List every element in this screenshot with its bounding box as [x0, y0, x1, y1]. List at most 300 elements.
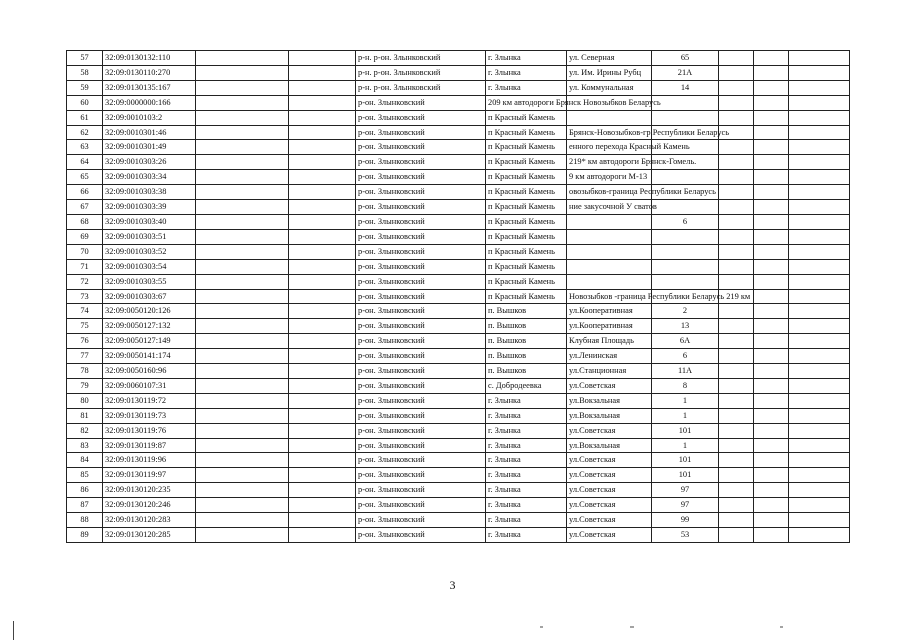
house-number-cell: 101: [652, 468, 719, 483]
empty-cell: [719, 453, 754, 468]
street-cell: ул. Коммунальная: [567, 80, 652, 95]
row-number: 80: [67, 393, 103, 408]
empty-cell: [289, 423, 356, 438]
empty-cell: [196, 319, 289, 334]
empty-cell: [289, 244, 356, 259]
street-cell: ул.Кооперативная: [567, 319, 652, 334]
page-number: 3: [449, 578, 456, 592]
empty-cell: [289, 319, 356, 334]
house-number-cell: [652, 274, 719, 289]
empty-cell: [789, 319, 850, 334]
empty-cell: [719, 244, 754, 259]
empty-cell: [289, 498, 356, 513]
empty-cell: [789, 498, 850, 513]
district-cell: р-он. Злынковский: [356, 155, 486, 170]
empty-cell: [789, 214, 850, 229]
empty-cell: [789, 155, 850, 170]
cadastral-number: 32:09:0010303:38: [103, 185, 196, 200]
house-number-cell: [652, 200, 719, 215]
district-cell: р-он. Злынковский: [356, 259, 486, 274]
street-cell: Клубная Площадь: [567, 334, 652, 349]
street-cell: ул.Станционная: [567, 364, 652, 379]
empty-cell: [289, 378, 356, 393]
cadastral-number: 32:09:0010303:34: [103, 170, 196, 185]
row-number: 86: [67, 483, 103, 498]
district-cell: р-он. Злынковский: [356, 229, 486, 244]
empty-cell: [196, 274, 289, 289]
table-row: [67, 453, 850, 468]
row-number: 81: [67, 408, 103, 423]
empty-cell: [289, 453, 356, 468]
house-number-cell: [652, 244, 719, 259]
empty-cell: [719, 408, 754, 423]
locality-cell: п Красный Камень: [486, 140, 567, 155]
cadastral-number: 32:09:0010303:52: [103, 244, 196, 259]
empty-cell: [719, 319, 754, 334]
house-number-cell: 1: [652, 438, 719, 453]
empty-cell: [789, 304, 850, 319]
scan-artifact-dot: [780, 626, 783, 628]
locality-cell: п. Вышков: [486, 334, 567, 349]
table-row: [67, 155, 850, 170]
street-cell: овозыбков-граница Республики Беларусь: [567, 185, 652, 200]
empty-cell: [719, 110, 754, 125]
empty-cell: [719, 528, 754, 543]
table-row: [67, 408, 850, 423]
scan-artifact-mark: [13, 621, 14, 640]
locality-cell: г. Злынка: [486, 393, 567, 408]
empty-cell: [789, 80, 850, 95]
empty-cell: [754, 244, 789, 259]
district-cell: р-он. Злынковский: [356, 214, 486, 229]
row-number: 60: [67, 95, 103, 110]
empty-cell: [754, 274, 789, 289]
empty-cell: [289, 513, 356, 528]
empty-cell: [789, 110, 850, 125]
street-cell: ул.Советская: [567, 513, 652, 528]
row-number: 66: [67, 185, 103, 200]
empty-cell: [289, 185, 356, 200]
empty-cell: [719, 65, 754, 80]
house-number-cell: 99: [652, 513, 719, 528]
house-number-cell: 1: [652, 408, 719, 423]
street-cell: ул.Советская: [567, 498, 652, 513]
street-cell: ул.Советская: [567, 378, 652, 393]
empty-cell: [754, 110, 789, 125]
empty-cell: [289, 349, 356, 364]
locality-cell: г. Злынка: [486, 408, 567, 423]
empty-cell: [754, 289, 789, 304]
district-cell: р-он. Злынковский: [356, 289, 486, 304]
empty-cell: [754, 65, 789, 80]
table-row: [67, 438, 850, 453]
locality-cell: п. Вышков: [486, 319, 567, 334]
cadastral-number: 32:09:0050141:174: [103, 349, 196, 364]
row-number: 78: [67, 364, 103, 379]
scan-artifact-dot: [630, 626, 634, 628]
row-number: 73: [67, 289, 103, 304]
empty-cell: [719, 80, 754, 95]
empty-cell: [196, 453, 289, 468]
locality-cell: п Красный Камень: [486, 200, 567, 215]
table-row: [67, 185, 850, 200]
row-number: 83: [67, 438, 103, 453]
district-cell: р-он. Злынковский: [356, 334, 486, 349]
house-number-cell: 13: [652, 319, 719, 334]
empty-cell: [719, 438, 754, 453]
house-number-cell: [652, 110, 719, 125]
empty-cell: [719, 513, 754, 528]
locality-cell: п Красный Камень: [486, 259, 567, 274]
house-number-cell: [652, 95, 719, 110]
empty-cell: [196, 393, 289, 408]
cadastral-number: 32:09:0010301:46: [103, 125, 196, 140]
table-row: [67, 304, 850, 319]
cadastral-number: 32:09:0050120:126: [103, 304, 196, 319]
table-row: [67, 274, 850, 289]
district-cell: р-он. Злынковский: [356, 95, 486, 110]
cadastral-number: 32:09:0050127:132: [103, 319, 196, 334]
cadastral-number: 32:09:0010303:55: [103, 274, 196, 289]
empty-cell: [196, 185, 289, 200]
empty-cell: [754, 423, 789, 438]
scan-artifact-dot: [540, 626, 543, 628]
cadastral-number: 32:09:0010303:40: [103, 214, 196, 229]
street-cell: ул.Советская: [567, 423, 652, 438]
empty-cell: [196, 125, 289, 140]
locality-cell: п Красный Камень: [486, 244, 567, 259]
empty-cell: [719, 214, 754, 229]
house-number-cell: [652, 259, 719, 274]
table-row: [67, 289, 850, 304]
district-cell: р-он. Злынковский: [356, 528, 486, 543]
empty-cell: [754, 125, 789, 140]
house-number-cell: 6: [652, 214, 719, 229]
district-cell: р-он. Злынковский: [356, 349, 486, 364]
locality-cell: г. Злынка: [486, 498, 567, 513]
district-cell: р-он. Злынковский: [356, 364, 486, 379]
empty-cell: [196, 259, 289, 274]
empty-cell: [196, 349, 289, 364]
empty-cell: [789, 513, 850, 528]
empty-cell: [754, 170, 789, 185]
locality-cell: п Красный Камень: [486, 274, 567, 289]
empty-cell: [289, 200, 356, 215]
row-number: 67: [67, 200, 103, 215]
empty-cell: [196, 51, 289, 66]
cadastral-number: 32:09:0130110:270: [103, 65, 196, 80]
empty-cell: [719, 498, 754, 513]
empty-cell: [754, 319, 789, 334]
empty-cell: [789, 200, 850, 215]
row-number: 61: [67, 110, 103, 125]
street-cell: енного перехода Красный Камень: [567, 140, 652, 155]
empty-cell: [719, 468, 754, 483]
district-cell: р-н. р-он. Злынковский: [356, 51, 486, 66]
row-number: 75: [67, 319, 103, 334]
table-row: [67, 468, 850, 483]
empty-cell: [196, 200, 289, 215]
row-number: 59: [67, 80, 103, 95]
house-number-cell: [652, 229, 719, 244]
district-cell: р-он. Злынковский: [356, 170, 486, 185]
cadastral-number: 32:09:0010103:2: [103, 110, 196, 125]
street-cell: ул.Советская: [567, 528, 652, 543]
empty-cell: [196, 468, 289, 483]
row-number: 89: [67, 528, 103, 543]
district-cell: р-он. Злынковский: [356, 453, 486, 468]
house-number-cell: 14: [652, 80, 719, 95]
house-number-cell: 97: [652, 498, 719, 513]
locality-cell: п. Вышков: [486, 349, 567, 364]
locality-cell: п Красный Камень: [486, 229, 567, 244]
table-row: [67, 110, 850, 125]
cadastral-number: 32:09:0130119:97: [103, 468, 196, 483]
district-cell: р-он. Злынковский: [356, 468, 486, 483]
empty-cell: [754, 140, 789, 155]
empty-cell: [789, 244, 850, 259]
row-number: 79: [67, 378, 103, 393]
district-cell: р-он. Злынковский: [356, 483, 486, 498]
district-cell: р-он. Злынковский: [356, 393, 486, 408]
district-cell: р-он. Злынковский: [356, 438, 486, 453]
locality-cell: п. Вышков: [486, 364, 567, 379]
house-number-cell: 8: [652, 378, 719, 393]
empty-cell: [754, 528, 789, 543]
street-cell: ние закусочной У сватов: [567, 200, 652, 215]
house-number-cell: 53: [652, 528, 719, 543]
empty-cell: [789, 453, 850, 468]
street-cell: ул.Советская: [567, 468, 652, 483]
cadastral-number: 32:09:0130135:167: [103, 80, 196, 95]
street-cell: [567, 214, 652, 229]
locality-cell: п Красный Камень: [486, 185, 567, 200]
cadastral-number: 32:09:0130119:73: [103, 408, 196, 423]
table-row: [67, 528, 850, 543]
street-cell: [567, 110, 652, 125]
district-cell: р-он. Злынковский: [356, 319, 486, 334]
empty-cell: [289, 229, 356, 244]
district-cell: р-он. Злынковский: [356, 200, 486, 215]
district-cell: р-он. Злынковский: [356, 110, 486, 125]
district-cell: р-он. Злынковский: [356, 140, 486, 155]
street-cell: ул.Кооперативная: [567, 304, 652, 319]
empty-cell: [789, 378, 850, 393]
empty-cell: [289, 483, 356, 498]
empty-cell: [754, 200, 789, 215]
empty-cell: [789, 408, 850, 423]
empty-cell: [719, 140, 754, 155]
empty-cell: [196, 65, 289, 80]
street-cell: 219* км автодороги Брянск-Гомель.: [567, 155, 652, 170]
empty-cell: [196, 423, 289, 438]
street-cell: ул.Советская: [567, 453, 652, 468]
table-row: [67, 229, 850, 244]
empty-cell: [789, 468, 850, 483]
district-cell: р-он. Злынковский: [356, 378, 486, 393]
cadastral-number: 32:09:0130120:285: [103, 528, 196, 543]
house-number-cell: [652, 170, 719, 185]
district-cell: р-н. р-он. Злынковский: [356, 65, 486, 80]
empty-cell: [196, 95, 289, 110]
district-cell: р-он. Злынковский: [356, 513, 486, 528]
empty-cell: [754, 51, 789, 66]
cadastral-number: 32:09:0130119:72: [103, 393, 196, 408]
table-row: [67, 378, 850, 393]
cadastral-number: 32:09:0130119:87: [103, 438, 196, 453]
row-number: 64: [67, 155, 103, 170]
empty-cell: [719, 423, 754, 438]
cadastral-number: 32:09:0010303:39: [103, 200, 196, 215]
row-number: 65: [67, 170, 103, 185]
cadastral-number: 32:09:0050127:149: [103, 334, 196, 349]
district-cell: р-он. Злынковский: [356, 498, 486, 513]
house-number-cell: 21А: [652, 65, 719, 80]
locality-cell: п Красный Камень: [486, 214, 567, 229]
table-row: [67, 170, 850, 185]
row-number: 70: [67, 244, 103, 259]
cadastral-number: 32:09:0130120:283: [103, 513, 196, 528]
empty-cell: [789, 125, 850, 140]
empty-cell: [289, 274, 356, 289]
empty-cell: [289, 408, 356, 423]
empty-cell: [719, 349, 754, 364]
row-number: 72: [67, 274, 103, 289]
table-row: [67, 349, 850, 364]
house-number-cell: 65: [652, 51, 719, 66]
empty-cell: [289, 289, 356, 304]
empty-cell: [789, 289, 850, 304]
street-cell: [567, 259, 652, 274]
empty-cell: [719, 200, 754, 215]
empty-cell: [754, 438, 789, 453]
cadastral-number: 32:09:0130120:246: [103, 498, 196, 513]
row-number: 74: [67, 304, 103, 319]
empty-cell: [289, 51, 356, 66]
empty-cell: [289, 214, 356, 229]
empty-cell: [789, 483, 850, 498]
empty-cell: [196, 364, 289, 379]
empty-cell: [789, 528, 850, 543]
empty-cell: [789, 393, 850, 408]
row-number: 84: [67, 453, 103, 468]
table-row: [67, 483, 850, 498]
empty-cell: [754, 483, 789, 498]
empty-cell: [196, 483, 289, 498]
empty-cell: [196, 498, 289, 513]
cadastral-number: 32:09:0010303:67: [103, 289, 196, 304]
table-row: [67, 423, 850, 438]
empty-cell: [719, 378, 754, 393]
district-cell: р-он. Злынковский: [356, 185, 486, 200]
empty-cell: [754, 334, 789, 349]
empty-cell: [289, 364, 356, 379]
empty-cell: [754, 378, 789, 393]
empty-cell: [289, 95, 356, 110]
district-cell: р-он. Злынковский: [356, 408, 486, 423]
street-cell: Брянск-Новозыбков-гр.Республики Беларусь: [567, 125, 652, 140]
empty-cell: [789, 170, 850, 185]
empty-cell: [719, 304, 754, 319]
table-row: [67, 65, 850, 80]
table-row: [67, 95, 850, 110]
locality-cell: п Красный Камень: [486, 125, 567, 140]
empty-cell: [289, 170, 356, 185]
empty-cell: [196, 80, 289, 95]
empty-cell: [789, 274, 850, 289]
table-row: [67, 393, 850, 408]
district-cell: р-он. Злынковский: [356, 423, 486, 438]
empty-cell: [719, 274, 754, 289]
empty-cell: [789, 65, 850, 80]
street-cell: ул.Вокзальная: [567, 393, 652, 408]
locality-cell: п Красный Камень: [486, 155, 567, 170]
locality-cell: п Красный Камень: [486, 170, 567, 185]
empty-cell: [754, 349, 789, 364]
empty-cell: [754, 229, 789, 244]
empty-cell: [789, 229, 850, 244]
empty-cell: [289, 140, 356, 155]
street-cell: [567, 229, 652, 244]
locality-cell: г. Злынка: [486, 453, 567, 468]
empty-cell: [754, 364, 789, 379]
district-cell: р-он. Злынковский: [356, 125, 486, 140]
empty-cell: [289, 304, 356, 319]
street-cell: Новозыбков -граница Республики Беларусь 219 км: [567, 289, 652, 304]
empty-cell: [754, 155, 789, 170]
empty-cell: [289, 468, 356, 483]
row-number: 69: [67, 229, 103, 244]
locality-cell: с. Добродеевка: [486, 378, 567, 393]
empty-cell: [789, 95, 850, 110]
row-number: 76: [67, 334, 103, 349]
cadastral-number: 32:09:0130120:235: [103, 483, 196, 498]
house-number-cell: 6А: [652, 334, 719, 349]
house-number-cell: 101: [652, 453, 719, 468]
empty-cell: [754, 185, 789, 200]
empty-cell: [754, 80, 789, 95]
house-number-cell: 97: [652, 483, 719, 498]
row-number: 58: [67, 65, 103, 80]
empty-cell: [754, 393, 789, 408]
empty-cell: [789, 364, 850, 379]
locality-cell: г. Злынка: [486, 80, 567, 95]
empty-cell: [196, 110, 289, 125]
empty-cell: [789, 259, 850, 274]
empty-cell: [789, 185, 850, 200]
table-row: [67, 513, 850, 528]
locality-cell: п Красный Камень: [486, 110, 567, 125]
table-row: [67, 51, 850, 66]
cadastral-number: 32:09:0010303:54: [103, 259, 196, 274]
locality-cell: г. Злынка: [486, 51, 567, 66]
empty-cell: [719, 393, 754, 408]
empty-cell: [289, 334, 356, 349]
cadastral-number: 32:09:0050160:96: [103, 364, 196, 379]
table-row: [67, 200, 850, 215]
cadastral-number: 32:09:0000000:166: [103, 95, 196, 110]
table-row: [67, 214, 850, 229]
locality-cell: 209 км автодороги Брянск Новозыбков Беларусь: [486, 95, 567, 110]
row-number: 82: [67, 423, 103, 438]
empty-cell: [754, 408, 789, 423]
empty-cell: [196, 438, 289, 453]
empty-cell: [196, 170, 289, 185]
empty-cell: [289, 259, 356, 274]
empty-cell: [196, 289, 289, 304]
table-body: [67, 51, 850, 543]
empty-cell: [196, 304, 289, 319]
